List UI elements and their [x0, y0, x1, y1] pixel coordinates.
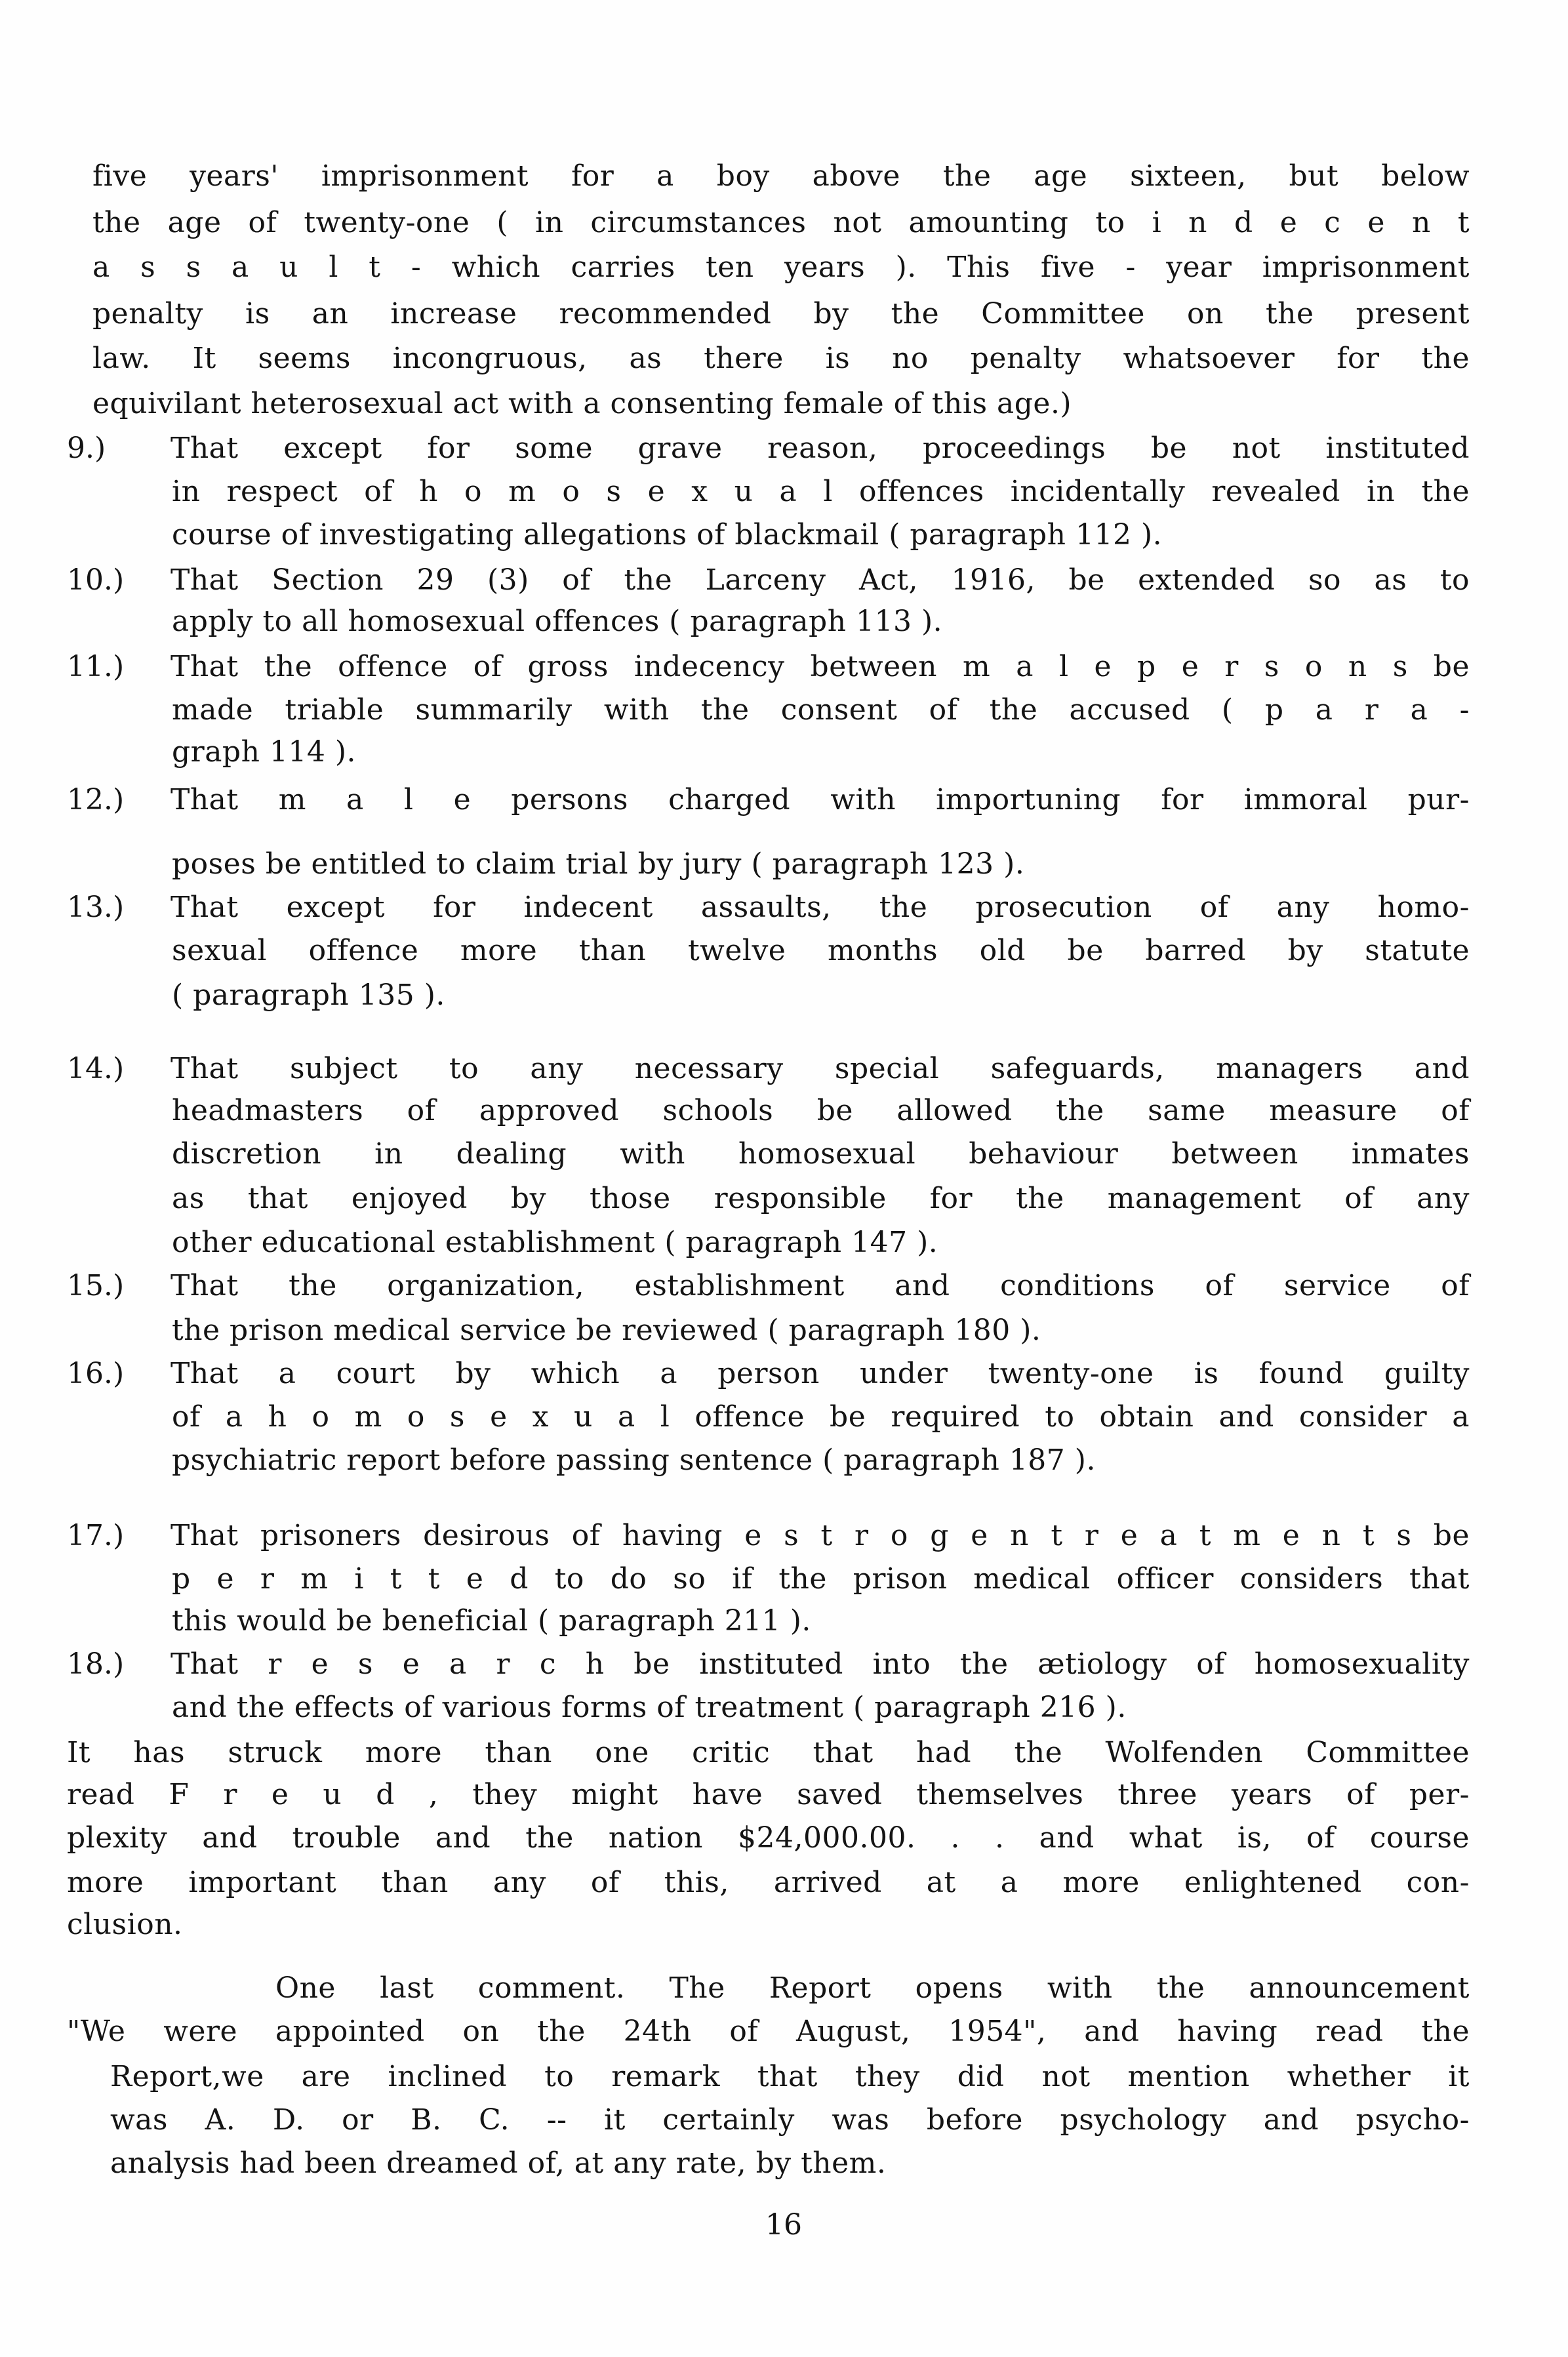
text-line	[67, 1264, 1470, 1308]
item-number: 14.)	[67, 1052, 125, 1085]
text-line: discretion in dealing with homosexual behaviour between inmates	[172, 1137, 1470, 1171]
text-line	[67, 427, 1470, 470]
text-line: this would be beneficial ( paragraph 211 ).	[172, 1604, 811, 1638]
item-text: That r e s e a r c h be instituted into the ætiology of homosexuality	[171, 1647, 1470, 1681]
text-line: five years' imprisonment for a boy above the age sixteen, but below	[92, 159, 1470, 193]
text-line	[67, 559, 1470, 602]
item-text: That subject to any necessary special safeguards, managers and	[171, 1052, 1470, 1085]
text-line: and the effects of various forms of treatment ( paragraph 216 ).	[172, 1691, 1127, 1724]
text-line	[67, 1352, 1470, 1396]
text-line: more important than any of this, arrived at a more enlightened con-	[67, 1866, 1470, 1899]
text-line: of a h o m o s e x u a l offence be required to obtain and consider a	[172, 1400, 1470, 1434]
item-number: 12.)	[67, 783, 125, 816]
text-line: the prison medical service be reviewed ( paragraph 180 ).	[172, 1314, 1041, 1347]
text-line: made triable summarily with the consent of the accused ( p a r a -	[172, 693, 1470, 727]
text-line: was A. D. or B. C. -- it certainly was before psychology and psycho-	[110, 2103, 1470, 2137]
text-line	[67, 1047, 1470, 1091]
item-number: 13.)	[67, 891, 125, 924]
text-line	[67, 886, 1470, 929]
text-line: sexual offence more than twelve months old be barred by statute	[172, 934, 1470, 967]
text-line: analysis had been dreamed of, at any rate, by them.	[110, 2146, 887, 2180]
page-number: 16	[765, 2208, 802, 2242]
text-line: the age of twenty-one ( in circumstances not amounting to i n d e c e n t	[92, 206, 1470, 239]
item-number: 9.)	[67, 432, 106, 465]
item-text: That the offence of gross indecency between m a l e p e r s o n s be	[171, 650, 1470, 683]
text-line: p e r m i t t e d to do so if the prison medical officer considers that	[172, 1562, 1470, 1596]
text-line	[67, 1514, 1470, 1558]
text-line: headmasters of approved schools be allowed the same measure of	[172, 1094, 1470, 1127]
text-line: plexity and trouble and the nation $24,000.00. . . and what is, of course	[67, 1821, 1470, 1855]
text-line: Report,we are inclined to remark that they did not mention whether it	[110, 2060, 1470, 2093]
text-line: graph 114 ).	[172, 735, 357, 769]
item-number: 11.)	[67, 650, 125, 683]
item-text: That except for indecent assaults, the prosecution of any homo-	[171, 891, 1470, 924]
text-line: ( paragraph 135 ).	[172, 978, 445, 1012]
item-text: That m a l e persons charged with importuning for immoral pur-	[171, 783, 1470, 816]
text-line	[67, 778, 1470, 822]
text-line: poses be entitled to claim trial by jury ( paragraph 123 ).	[172, 847, 1025, 881]
text-line: psychiatric report before passing sentence ( paragraph 187 ).	[172, 1443, 1096, 1477]
item-text: That except for some grave reason, proceedings be not instituted	[171, 432, 1470, 465]
item-number: 18.)	[67, 1647, 125, 1681]
text-line	[67, 1643, 1470, 1686]
item-number: 10.)	[67, 563, 125, 597]
text-line: It has struck more than one critic that had the Wolfenden Committee	[67, 1736, 1470, 1769]
item-text: That prisoners desirous of having e s t r o g e n t r e a t m e n t s be	[171, 1519, 1470, 1552]
text-line: equivilant heterosexual act with a consenting female of this age.)	[92, 387, 1072, 420]
text-line	[67, 645, 1470, 689]
text-line: read F r e u d , they might have saved themselves three years of per-	[67, 1778, 1470, 1811]
text-line: course of investigating allegations of blackmail ( paragraph 112 ).	[172, 518, 1163, 552]
item-number: 16.)	[67, 1357, 125, 1390]
text-line: law. It seems incongruous, as there is no penalty whatsoever for the	[92, 342, 1470, 375]
text-line: penalty is an increase recommended by the Committee on the present	[92, 297, 1470, 331]
item-number: 15.)	[67, 1269, 125, 1302]
text-line: clusion.	[67, 1908, 183, 1941]
text-line: apply to all homosexual offences ( paragraph 113 ).	[172, 605, 943, 638]
item-number: 17.)	[67, 1519, 125, 1552]
text-line: a s s a u l t - which carries ten years ). This five - year imprisonment	[92, 251, 1470, 284]
text-line: in respect of h o m o s e x u a l offences incidentally revealed in the	[172, 475, 1470, 508]
text-line: other educational establishment ( paragraph 147 ).	[172, 1226, 938, 1259]
text-line: "We were appointed on the 24th of August, 1954", and having read the	[67, 2015, 1470, 2048]
item-text: That a court by which a person under twenty-one is found guilty	[171, 1357, 1470, 1390]
text-line: as that enjoyed by those responsible for the management of any	[172, 1182, 1470, 1215]
item-text: That the organization, establishment and conditions of service of	[171, 1269, 1470, 1302]
item-text: That Section 29 (3) of the Larceny Act, 1916, be extended so as to	[171, 563, 1470, 597]
text-line: One last comment. The Report opens with the announcement	[275, 1971, 1470, 2005]
